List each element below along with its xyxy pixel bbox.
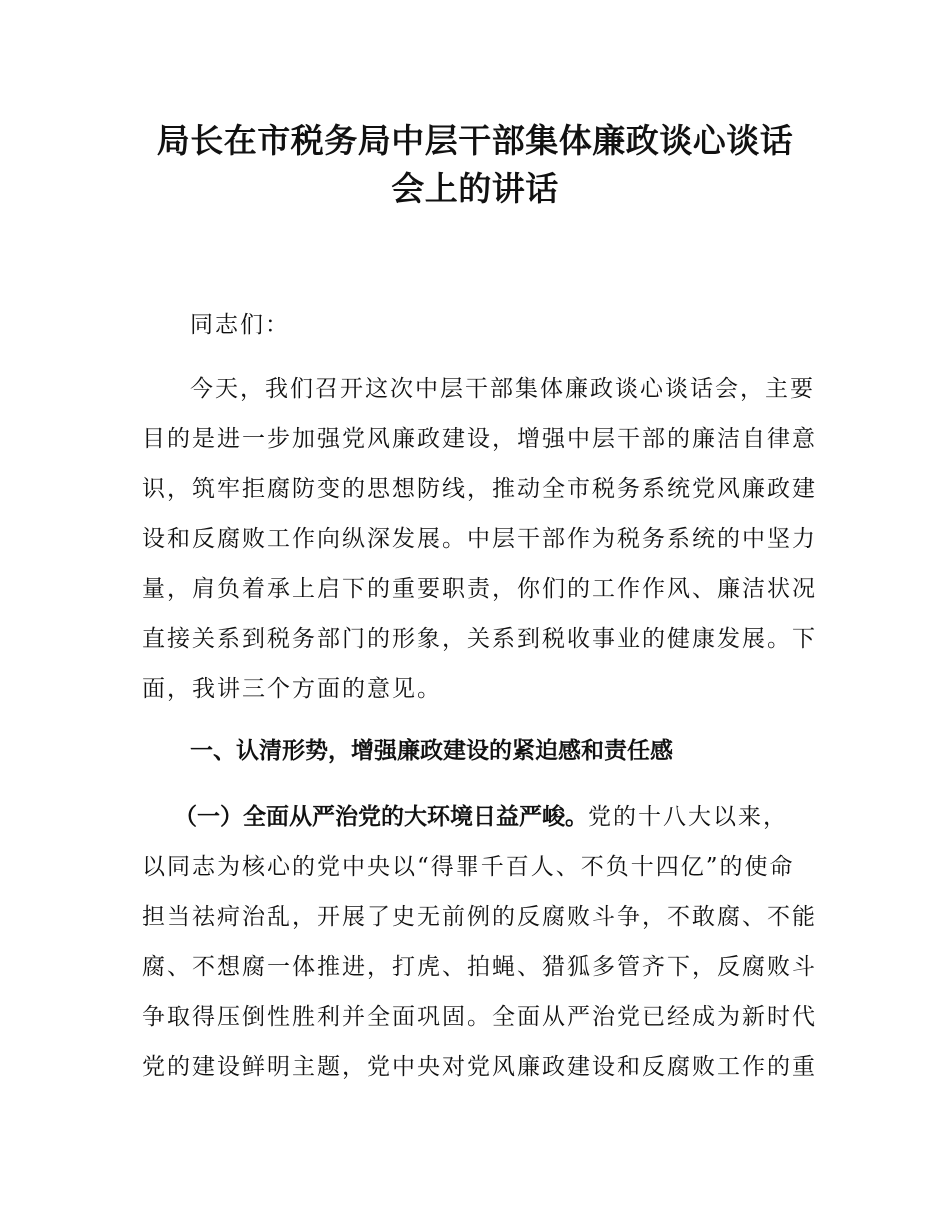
salutation: 同志们：: [190, 312, 290, 338]
subsection-first-line-rest: 党的十八大以来，: [588, 804, 788, 830]
document-title-line-2: 会上的讲话: [391, 169, 559, 208]
intro-line-3: 识，筑牢拒腐防变的思想防线，推动全市税务系统党风廉政建: [142, 476, 817, 502]
section-heading: 一、认清形势，增强廉政建设的紧迫感和责任感: [190, 738, 673, 764]
intro-line-6: 直接关系到税务部门的形象，关系到税收事业的健康发展。下: [142, 626, 817, 652]
subsection-line-5: 争取得压倒性胜利并全面巩固。全面从严治党已经成为新时代: [142, 1004, 817, 1030]
intro-line-2: 目的是进一步加强党风廉政建设，增强中层干部的廉洁自律意: [142, 426, 817, 452]
intro-line-1: 今天，我们召开这次中层干部集体廉政谈心谈话会，主要: [190, 376, 815, 402]
intro-line-7: 面，我讲三个方面的意见。: [142, 676, 442, 702]
intro-line-5: 量，肩负着承上启下的重要职责，你们的工作作风、廉洁状况: [142, 576, 817, 602]
subsection-line-4: 腐、不想腐一体推进，打虎、拍蝇、猎狐多管齐下，反腐败斗: [142, 954, 817, 980]
intro-line-4: 设和反腐败工作向纵深发展。中层干部作为税务系统的中坚力: [142, 526, 817, 552]
subsection-first-line: [142, 792, 854, 842]
subsection-line-6: 党的建设鲜明主题，党中央对党风廉政建设和反腐败工作的重: [142, 1054, 817, 1080]
subsection-title: （一）全面从严治党的大环境日益严峻。: [174, 804, 588, 830]
subsection-line-2: 以同志为核心的党中央以“得罪千百人、不负十四亿”的使命: [142, 854, 795, 880]
subsection-line-3: 担当祛疴治乱，开展了史无前例的反腐败斗争，不敢腐、不能: [142, 904, 817, 930]
document-title-line-1: 局长在市税务局中层干部集体廉政谈心谈话: [156, 121, 794, 160]
